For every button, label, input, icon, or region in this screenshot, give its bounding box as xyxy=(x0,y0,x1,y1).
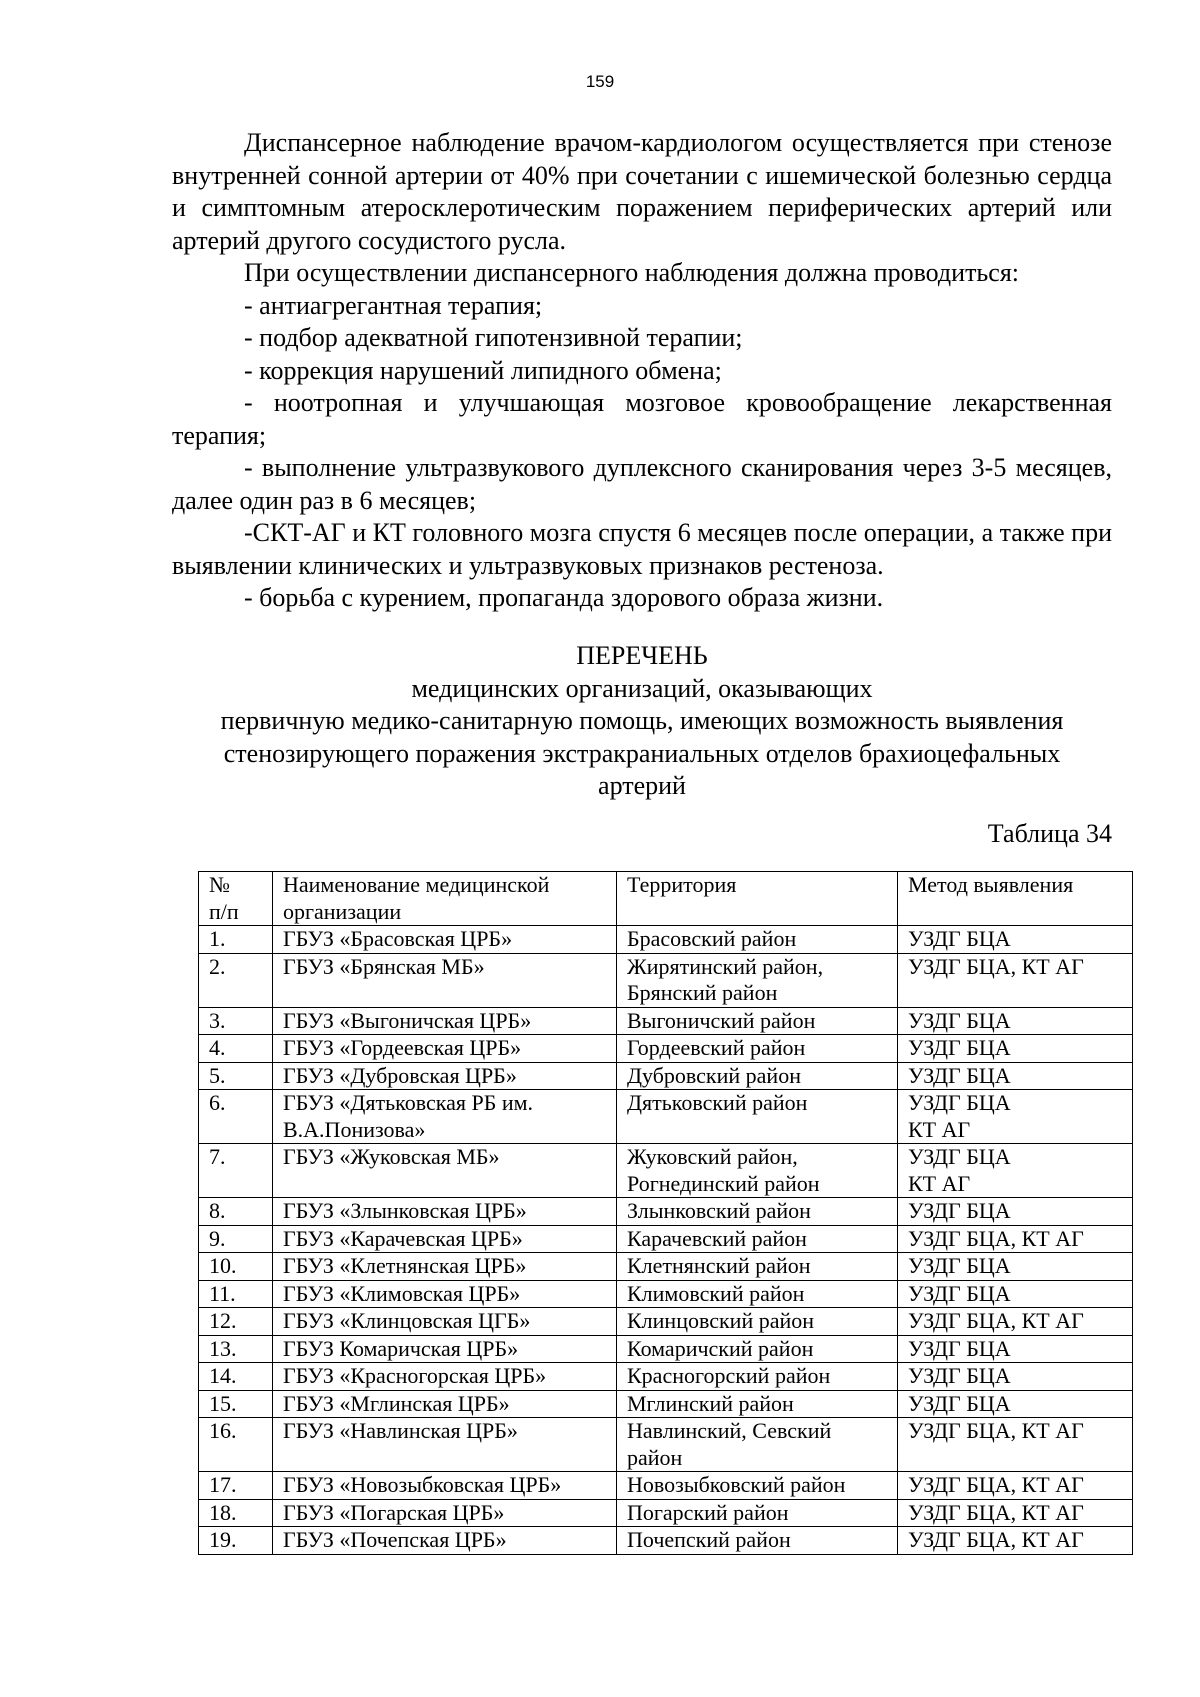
cell-territory xyxy=(617,1007,898,1035)
table-row xyxy=(199,1062,1133,1090)
cell-territory-line: Навлинский, Севский xyxy=(627,1418,832,1443)
cell-number: 10. xyxy=(199,1253,273,1281)
heading-subtitle-line: стенозирующего поражения экстракраниальных отделов брахиоцефальных xyxy=(223,738,1061,768)
cell-organization-name-line: ГБУЗ «Навлинская ЦРБ» xyxy=(283,1418,518,1443)
cell-detection-method-line: УЗДГ БЦА, КТ АГ xyxy=(908,1527,1084,1552)
list-item-smoking: - борьба с курением, пропаганда здорового образа жизни. xyxy=(244,583,884,612)
cell-territory-line: Клетнянский район xyxy=(627,1253,811,1278)
cell-territory-line: Климовский район xyxy=(627,1280,805,1306)
cell-detection-method xyxy=(898,1225,1133,1253)
table-row xyxy=(199,1335,1133,1363)
cell-detection-method-line: УЗДГ БЦА xyxy=(908,1390,1011,1416)
list-item-nootropic: - ноотропная и улучшающая мозговое кровообращение лекарственная терапия; xyxy=(172,388,1112,450)
cell-number: 4. xyxy=(199,1035,273,1063)
cell-organization-name-line: ГБУЗ «Брянская МБ» xyxy=(283,953,485,979)
cell-number: 5. xyxy=(199,1062,273,1090)
cell-detection-method xyxy=(898,1144,1133,1198)
cell-organization-name-line: ГБУЗ «Жуковская МБ» xyxy=(283,1144,500,1169)
cell-organization-name-line: ГБУЗ «Клинцовская ЦГБ» xyxy=(283,1308,531,1333)
header-detection-method: Метод выявления xyxy=(898,872,1133,926)
cell-detection-method-line: УЗДГ БЦА xyxy=(908,1144,1011,1169)
cell-organization-name xyxy=(273,1035,617,1063)
header-number-line: п/п xyxy=(209,898,239,924)
cell-organization-name xyxy=(273,1062,617,1090)
heading-subtitle-line: артерий xyxy=(598,771,686,800)
header-organization-name xyxy=(273,872,617,926)
organizations-table xyxy=(198,871,1133,1555)
cell-number: 16. xyxy=(199,1418,273,1472)
cell-detection-method-line: УЗДГ БЦА xyxy=(908,1280,1011,1306)
table-row xyxy=(199,1090,1133,1144)
cell-number: 19. xyxy=(199,1527,273,1555)
paragraph-observation-requirements: При осуществлении диспансерного наблюдения должна проводиться: xyxy=(244,258,1020,287)
cell-organization-name xyxy=(273,1198,617,1226)
cell-territory xyxy=(617,1144,898,1198)
cell-number: 18. xyxy=(199,1499,273,1527)
cell-detection-method xyxy=(898,926,1133,954)
cell-number: 11. xyxy=(199,1280,273,1308)
cell-organization-name xyxy=(273,1253,617,1281)
table-row xyxy=(199,1418,1133,1472)
cell-organization-name-line: ГБУЗ «Гордеевская ЦРБ» xyxy=(283,1035,522,1060)
cell-number: 14. xyxy=(199,1363,273,1391)
table-row xyxy=(199,1280,1133,1308)
cell-detection-method-line: УЗДГ БЦА xyxy=(908,1090,1011,1115)
cell-organization-name xyxy=(273,1363,617,1391)
cell-number: 15. xyxy=(199,1390,273,1418)
cell-organization-name-line: ГБУЗ «Мглинская ЦРБ» xyxy=(283,1390,510,1416)
list-item-ultrasound: - выполнение ультразвукового дуплексного сканирования через 3-5 месяцев, далее один раз в 6 месяцев; xyxy=(172,453,1112,515)
cell-organization-name xyxy=(273,1335,617,1363)
cell-organization-name-line: ГБУЗ «Выгоничская ЦРБ» xyxy=(283,1007,532,1033)
table-caption: Таблица 34 xyxy=(987,819,1112,848)
cell-territory xyxy=(617,1335,898,1363)
cell-detection-method-line: УЗДГ БЦА xyxy=(908,926,1011,951)
cell-detection-method xyxy=(898,1308,1133,1336)
cell-organization-name-line: ГБУЗ «Клетнянская ЦРБ» xyxy=(283,1253,527,1278)
cell-territory-line: Новозыбковский район xyxy=(627,1472,846,1497)
cell-territory-line: Злынковский район xyxy=(627,1198,811,1223)
cell-detection-method-line: УЗДГ БЦА, КТ АГ xyxy=(908,1308,1084,1333)
cell-territory xyxy=(617,1499,898,1527)
cell-territory xyxy=(617,1308,898,1336)
table-row xyxy=(199,1390,1133,1418)
cell-organization-name xyxy=(273,1280,617,1308)
table-row xyxy=(199,1144,1133,1198)
table-row xyxy=(199,953,1133,1007)
cell-organization-name xyxy=(273,1527,617,1555)
cell-detection-method xyxy=(898,1007,1133,1035)
cell-organization-name-line: ГБУЗ «Брасовская ЦРБ» xyxy=(283,926,513,951)
header-name-line: организации xyxy=(283,898,402,924)
cell-detection-method-line: УЗДГ БЦА, КТ АГ xyxy=(908,1472,1084,1497)
cell-organization-name xyxy=(273,1390,617,1418)
cell-organization-name-line: ГБУЗ «Погарская ЦРБ» xyxy=(283,1499,505,1525)
cell-detection-method-line: УЗДГ БЦА xyxy=(908,1253,1011,1278)
cell-detection-method xyxy=(898,1527,1133,1555)
cell-detection-method xyxy=(898,1062,1133,1090)
heading-title: ПЕРЕЧЕНЬ xyxy=(576,641,708,670)
table-row xyxy=(199,1472,1133,1500)
cell-territory-line: Красногорский район xyxy=(627,1363,831,1388)
cell-territory-line: Почепский район xyxy=(627,1527,791,1552)
cell-organization-name xyxy=(273,953,617,1007)
cell-detection-method xyxy=(898,1363,1133,1391)
cell-organization-name-line: ГБУЗ Комаричская ЦРБ» xyxy=(283,1335,519,1361)
cell-territory xyxy=(617,1090,898,1144)
cell-territory xyxy=(617,1225,898,1253)
table-body xyxy=(199,926,1133,1555)
cell-territory-line: Выгоничский район xyxy=(627,1007,816,1033)
table-row xyxy=(199,1308,1133,1336)
cell-detection-method-line: УЗДГ БЦА xyxy=(908,1062,1011,1088)
cell-detection-method-line: УЗДГ БЦА, КТ АГ xyxy=(908,1499,1084,1525)
header-number xyxy=(199,872,273,926)
cell-detection-method-line: УЗДГ БЦА xyxy=(908,1035,1011,1060)
cell-territory-line: Рогнединский район xyxy=(627,1170,820,1196)
cell-detection-method-line: УЗДГ БЦА xyxy=(908,1335,1011,1361)
cell-organization-name xyxy=(273,1472,617,1500)
cell-detection-method-line: УЗДГ БЦА, КТ АГ xyxy=(908,1225,1084,1251)
header-name-line: Наименование медицинской xyxy=(283,872,550,897)
cell-organization-name-line: ГБУЗ «Климовская ЦРБ» xyxy=(283,1280,521,1306)
cell-number: 9. xyxy=(199,1225,273,1253)
table-header-row xyxy=(199,872,1133,926)
list-heading xyxy=(172,640,1112,803)
cell-detection-method xyxy=(898,1253,1133,1281)
cell-organization-name-line: ГБУЗ «Дятьковская РБ им. xyxy=(283,1090,534,1115)
cell-number: 6. xyxy=(199,1090,273,1144)
cell-number: 8. xyxy=(199,1198,273,1226)
cell-territory-line: Жуковский район, xyxy=(627,1144,798,1169)
cell-organization-name xyxy=(273,926,617,954)
cell-detection-method xyxy=(898,1280,1133,1308)
header-number-line: № xyxy=(209,872,230,897)
cell-detection-method-line: УЗДГ БЦА, КТ АГ xyxy=(908,953,1084,979)
cell-detection-method xyxy=(898,1418,1133,1472)
cell-territory xyxy=(617,1527,898,1555)
cell-territory xyxy=(617,953,898,1007)
heading-subtitle-line: первичную медико-санитарную помощь, имеющих возможность выявления xyxy=(220,706,1064,735)
cell-detection-method xyxy=(898,1472,1133,1500)
list-item-lipid: - коррекция нарушений липидного обмена; xyxy=(244,355,722,385)
cell-organization-name-line: ГБУЗ «Новозыбковская ЦРБ» xyxy=(283,1472,562,1497)
cell-detection-method xyxy=(898,1390,1133,1418)
cell-territory-line: Мглинский район xyxy=(627,1390,794,1416)
cell-detection-method xyxy=(898,953,1133,1007)
cell-number: 7. xyxy=(199,1144,273,1198)
paragraph-dispensary-observation: Диспансерное наблюдение врачом-кардиологом осуществляется при стенозе внутренней сонной артерии от 40% при сочетании с ишемической болезнью сердца и симптомным атеросклеротическим поражением периферических артерий или артерий другого сосудистого русла. xyxy=(172,128,1112,255)
cell-organization-name xyxy=(273,1007,617,1035)
cell-organization-name-line: ГБУЗ «Дубровская ЦРБ» xyxy=(283,1062,517,1088)
cell-number: 17. xyxy=(199,1472,273,1500)
cell-number: 12. xyxy=(199,1308,273,1336)
table-row xyxy=(199,1253,1133,1281)
list-item-antiplatelet: - антиагрегантная терапия; xyxy=(244,290,543,320)
cell-organization-name xyxy=(273,1418,617,1472)
body-text xyxy=(172,127,1112,615)
cell-territory xyxy=(617,1390,898,1418)
table-row xyxy=(199,1499,1133,1527)
cell-territory xyxy=(617,1253,898,1281)
cell-territory-line: Дубровский район xyxy=(627,1062,801,1088)
cell-territory xyxy=(617,1062,898,1090)
table-row xyxy=(199,1007,1133,1035)
cell-territory-line: район xyxy=(627,1444,683,1470)
header-territory: Территория xyxy=(617,872,898,926)
table-row xyxy=(199,1035,1133,1063)
cell-detection-method xyxy=(898,1090,1133,1144)
cell-organization-name xyxy=(273,1308,617,1336)
cell-detection-method xyxy=(898,1335,1133,1363)
cell-organization-name-line: ГБУЗ «Красногорская ЦРБ» xyxy=(283,1363,547,1388)
cell-detection-method xyxy=(898,1198,1133,1226)
cell-territory xyxy=(617,1363,898,1391)
cell-number: 2. xyxy=(199,953,273,1007)
cell-territory-line: Погарский район xyxy=(627,1499,789,1525)
cell-detection-method-line: УЗДГ БЦА, КТ АГ xyxy=(908,1418,1084,1443)
cell-territory-line: Клинцовский район xyxy=(627,1308,815,1333)
cell-territory-line: Брасовский район xyxy=(627,926,797,951)
heading-subtitle-line: медицинских организаций, оказывающих xyxy=(411,673,873,703)
table-row xyxy=(199,1527,1133,1555)
cell-organization-name-line: ГБУЗ «Злынковская ЦРБ» xyxy=(283,1198,527,1223)
cell-organization-name xyxy=(273,1144,617,1198)
cell-detection-method-line: КТ АГ xyxy=(908,1170,971,1196)
list-item-hypotensive: - подбор адекватной гипотензивной терапии; xyxy=(244,323,743,352)
cell-organization-name-line: В.А.Понизова» xyxy=(283,1116,426,1142)
cell-territory xyxy=(617,1280,898,1308)
cell-territory-line: Дятьковский район xyxy=(627,1090,808,1115)
cell-territory xyxy=(617,1472,898,1500)
cell-territory xyxy=(617,926,898,954)
cell-territory-line: Карачевский район xyxy=(627,1225,807,1251)
cell-territory-line: Жирятинский район, xyxy=(627,953,824,979)
table-row xyxy=(199,1198,1133,1226)
table-row xyxy=(199,1225,1133,1253)
cell-detection-method-line: УЗДГ БЦА xyxy=(908,1198,1011,1223)
cell-detection-method-line: УЗДГ БЦА xyxy=(908,1007,1011,1033)
cell-territory xyxy=(617,1198,898,1226)
cell-organization-name xyxy=(273,1499,617,1527)
cell-territory xyxy=(617,1035,898,1063)
table-row xyxy=(199,926,1133,954)
cell-territory xyxy=(617,1418,898,1472)
cell-organization-name-line: ГБУЗ «Карачевская ЦРБ» xyxy=(283,1225,523,1251)
cell-detection-method xyxy=(898,1035,1133,1063)
cell-detection-method-line: КТ АГ xyxy=(908,1116,971,1142)
cell-territory-line: Гордеевский район xyxy=(627,1035,806,1060)
cell-territory-line: Брянский район xyxy=(627,980,778,1005)
cell-number: 13. xyxy=(199,1335,273,1363)
list-item-sct: -СКТ-АГ и КТ головного мозга спустя 6 месяцев после операции, а также при выявлении клинических и ультразвуковых признаков рестеноза. xyxy=(172,518,1112,580)
cell-territory-line: Комаричский район xyxy=(627,1335,814,1361)
cell-organization-name xyxy=(273,1225,617,1253)
cell-organization-name-line: ГБУЗ «Почепская ЦРБ» xyxy=(283,1527,507,1552)
cell-number: 3. xyxy=(199,1007,273,1035)
cell-number: 1. xyxy=(199,926,273,954)
cell-organization-name xyxy=(273,1090,617,1144)
cell-detection-method-line: УЗДГ БЦА xyxy=(908,1363,1011,1388)
cell-detection-method xyxy=(898,1499,1133,1527)
table-row xyxy=(199,1363,1133,1391)
page-number: 159 xyxy=(585,72,615,91)
